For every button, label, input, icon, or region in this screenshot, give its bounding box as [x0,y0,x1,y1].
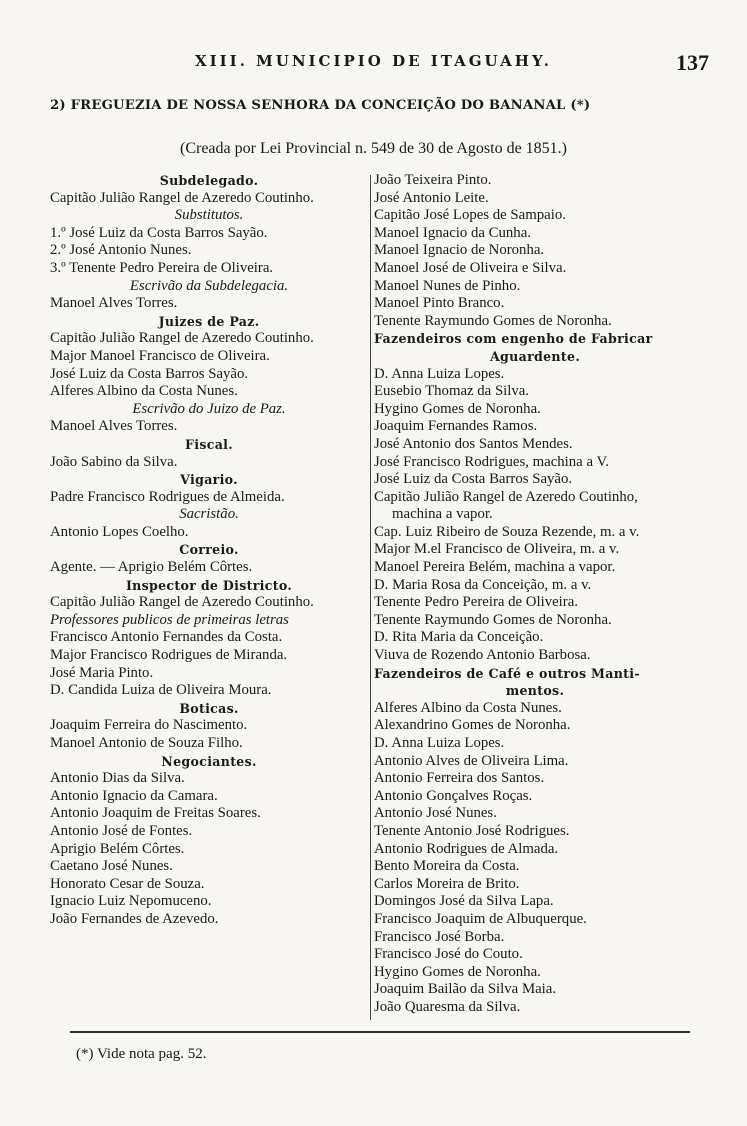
list-item: Major Francisco Rodrigues de Miranda. [50,647,288,664]
list-item: Capitão Julião Rangel de Azeredo Coutinho, [374,488,638,505]
list-item: Manoel Antonio de Souza Filho. [50,735,243,751]
list-item: 2.º José Antonio Nunes. [50,242,192,259]
list-item: Francisco José Borba. [374,928,505,945]
list-item: Tenente Pedro Pereira de Oliveira. [374,594,578,611]
list-item: Alferes Albino da Costa Nunes. [374,699,562,716]
list-item: Major Manoel Francisco de Oliveira. [50,347,270,364]
list-item: Joaquim Fernandes Ramos. [374,418,538,435]
list-item: 3.º Tenente Pedro Pereira de Oliveira. [50,259,274,276]
category-heading: Juizes de Paz. [158,313,260,329]
list-item: machina a vapor. [392,506,493,523]
creation-note: (Creada por Lei Provincial n. 549 de 30 de Agosto de 1851.) [179,140,568,157]
list-item: José Luiz da Costa Barros Sayão. [50,365,249,382]
list-item: Manoel Ignacio de Noronha. [374,242,545,259]
category-heading: Vigario. [180,472,238,488]
list-item: Francisco José do Couto. [374,946,523,963]
page-header [0,50,747,80]
list-item: Carlos Moreira de Brito. [374,875,520,892]
list-item: Major M.el Francisco de Oliveira, m. a v. [374,541,620,558]
list-item: Antonio Lopes Coelho. [50,523,189,540]
list-item: Hygino Gomes de Noronha. [374,963,541,980]
list-item: Francisco Antonio Fernandes da Costa. [50,629,283,646]
category-heading: Fazendeiros de Café e outros Manti- [374,665,640,681]
list-item: Tenente Raymundo Gomes de Noronha. [374,611,612,628]
list-item: Joaquim Bailão da Silva Maia. [374,981,557,998]
list-item: Joaquim Ferreira do Nascimento. [50,717,248,734]
list-item: Antonio Joaquim de Freitas Soares. [50,805,261,822]
sub-heading: Escrivão da Subdelegacia. [129,277,289,294]
list-item: D. Maria Rosa da Conceição, m. a v. [374,576,592,593]
footnote-rule [70,1031,690,1033]
category-heading: mentos. [505,683,565,699]
list-item: Antonio Dias da Silva. [50,770,185,787]
footnote: (*) Vide nota pag. 52. [76,1046,207,1062]
list-item: Agente. — Aprigio Belém Côrtes. [50,559,253,576]
list-item: Bento Moreira da Costa. [374,858,520,875]
category-heading: Correio. [179,542,239,558]
page-number: 137 [676,50,709,75]
list-item: João Quaresma da Silva. [374,998,521,1015]
list-item: Antonio José de Fontes. [50,822,193,839]
list-item: José Antonio dos Santos Mendes. [374,435,573,452]
category-heading: Boticas. [179,700,239,716]
list-item: Alferes Albino da Costa Nunes. [50,383,238,400]
list-item: Antonio Gonçalves Roças. [374,787,533,804]
list-item: Tenente Antonio José Rodrigues. [374,822,570,839]
list-item: Caetano José Nunes. [50,858,173,875]
list-item: Ignacio Luiz Nepomuceno. [50,893,212,910]
list-item: Domingos José da Silva Lapa. [374,893,554,910]
list-item: Antonio Rodrigues de Almada. [374,840,559,857]
list-item: Manoel Alves Torres. [50,418,178,435]
category-heading: Subdelegado. [159,173,259,188]
column-divider [370,175,371,1020]
list-item: João Sabino da Silva. [50,453,178,470]
section-heading: 2) FREGUEZIA DE NOSSA SENHORA DA CONCEIÇÃO DO BANANAL (*) [50,98,591,113]
list-item: Honorato Cesar de Souza. [50,875,205,892]
list-item: Antonio Ferreira dos Santos. [374,770,545,787]
list-item: D. Anna Luiza Lopes. [374,735,505,751]
category-heading: Negociantes. [161,753,257,769]
list-item: Manoel Ignacio da Cunha. [374,224,531,241]
list-item: Alexandrino Gomes de Noronha. [374,717,571,734]
sub-heading: Escrivão do Juizo de Paz. [132,400,286,417]
list-item: D. Anna Luiza Lopes. [374,365,505,382]
list-item: Manoel Nunes de Pinho. [374,277,521,294]
list-item: Aprigio Belém Côrtes. [50,840,185,857]
category-heading: Fazendeiros com engenho de Fabricar [374,331,653,347]
category-heading: Aguardente. [489,348,581,364]
left-column [50,172,368,929]
list-item: Capitão Julião Rangel de Azeredo Coutinho. [50,330,314,347]
list-item: Manoel Pinto Branco. [374,295,505,312]
list-item: Francisco Joaquim de Albuquerque. [374,910,587,927]
list-item: Eusebio Thomaz da Silva. [374,383,530,400]
list-item: Manoel Alves Torres. [50,295,178,312]
list-item: Padre Francisco Rodrigues de Almeida. [50,488,285,505]
list-item: Antonio José Nunes. [374,805,497,822]
sub-heading: Sacristão. [179,506,239,523]
category-heading: Inspector de Districto. [125,577,293,593]
list-item: João Fernandes de Azevedo. [50,910,219,927]
list-item: Manoel José de Oliveira e Silva. [374,259,567,276]
list-item: Antonio Alves de Oliveira Lima. [374,752,569,769]
list-item: José Maria Pinto. [50,664,154,681]
list-item: 1.º José Luiz da Costa Barros Sayão. [50,224,268,241]
category-heading: Fiscal. [185,436,233,452]
list-item: José Francisco Rodrigues, machina a V. [374,453,609,470]
list-item: D. Candida Luiza de Oliveira Moura. [50,682,272,699]
list-item: D. Rita Maria da Conceição. [374,629,544,646]
list-item: José Luiz da Costa Barros Sayão. [374,471,573,488]
list-item: Capitão Julião Rangel de Azeredo Coutinho. [50,594,314,611]
list-item: Capitão José Lopes de Sampaio. [374,207,566,224]
page-title: XIII. MUNICIPIO DE ITAGUAHY. [195,52,552,70]
list-item: Viuva de Rozendo Antonio Barbosa. [374,647,591,664]
list-item: Manoel Pereira Belém, machina a vapor. [374,559,616,576]
sub-heading: Substitutos. [174,207,244,224]
sub-heading: Professores publicos de primeiras letras [50,611,289,628]
list-item: Tenente Raymundo Gomes de Noronha. [374,312,612,329]
list-item: Antonio Ignacio da Camara. [50,787,218,804]
list-item: José Antonio Leite. [374,189,489,206]
list-item: Cap. Luiz Ribeiro de Souza Rezende, m. a v. [374,523,640,540]
list-item: João Teixeira Pinto. [374,172,492,188]
right-column [374,172,696,1017]
list-item: Capitão Julião Rangel de Azeredo Coutinho. [50,189,314,206]
list-item: Hygino Gomes de Noronha. [374,400,541,417]
